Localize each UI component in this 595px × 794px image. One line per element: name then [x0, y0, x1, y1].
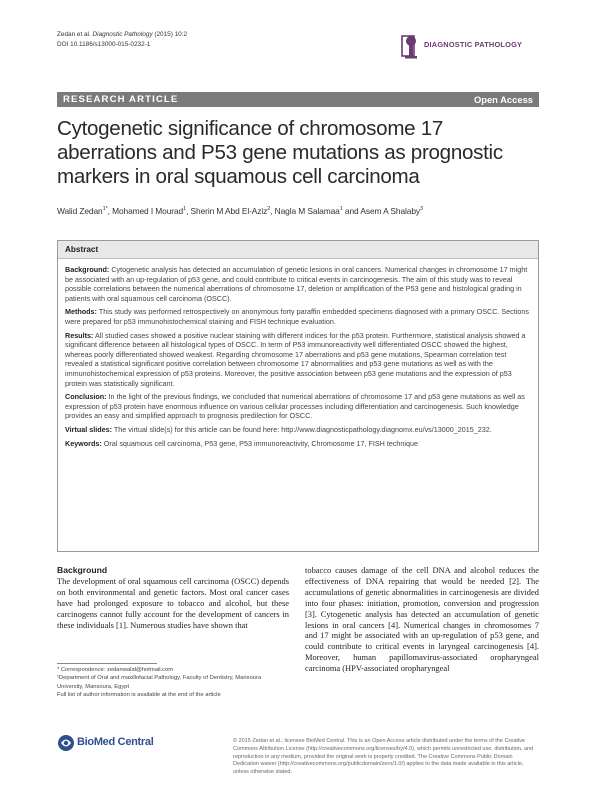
body-column-left — [57, 565, 289, 631]
footnote-divider — [57, 663, 157, 664]
abstract-heading: Abstract — [65, 245, 99, 254]
publisher-name: BioMed Central — [77, 736, 154, 748]
abstract-box — [57, 240, 539, 552]
license-text: © 2015 Zedan et al.; licensee BioMed Central. This is an Open Access article distributed under the terms of the Creative Commons Attribution License (http://creativecommons.org/licenses/by/4.0), which permits unrestricted use, distribution, and reproduction in any medium, provided the original work is properly credited. The Creative Commons Public Domain Dedication waiver (http://creativecommons.org/publicdomain/zero/1.0/) applies to the data made available in this article, unless otherwise stated. — [233, 738, 534, 776]
abstract-body — [65, 265, 533, 452]
body-column-right — [305, 565, 539, 674]
doi[interactable]: DOI 10.1186/s13000-015-0232-1 — [57, 40, 151, 48]
section-heading-background: Background — [57, 565, 108, 575]
article-type: RESEARCH ARTICLE — [63, 94, 179, 105]
body-paragraph-right: tobacco causes damage of the cell DNA and alcohol reduces the effectiveness of DNA repairing that would be needed [2]. The accumulations of genetic abnormalities in carcinogenesis are divided into four phases: initiation, promotion, conversion and progression [3]. Cytogenetic analysis has detected an accumulation of genetic lesions in oral cancers [4]. Numerical changes in chromosomes 7 and 17 might be associated with an up-regulation of p53 gene, and could contribute to critical events in laryngeal carcinogenesis [4]. Moreover, human papillomavirus-associated oropharyngeal carcinoma (HPV-associated oropharyngeal — [305, 565, 539, 674]
citation-authors: Zedan et al. — [57, 31, 91, 38]
article-title: Cytogenetic significance of chromosome 17 aberrations and P53 gene mutations as prognostic markers in oral squamous cell carcinoma — [57, 117, 503, 188]
citation-journal: Diagnostic Pathology — [92, 31, 153, 38]
author[interactable]: Walid Zedan$^{1*}$ — [57, 206, 108, 216]
publisher-logo[interactable] — [57, 734, 177, 754]
citation-volume: (2015) 10:2 — [154, 31, 188, 38]
journal-logo-icon — [400, 32, 422, 62]
correspondence[interactable]: * Correspondence: zedanwalid@hotmail.com — [57, 667, 174, 673]
citation-line — [57, 30, 187, 40]
journal-logo-text: DIAGNOSTIC PATHOLOGY — [424, 40, 523, 49]
abstract-results: Results: All studied cases showed a positive nuclear staining with different indices for the p53 protein. Furthermore, statistical analysis showed a significant difference between all histological types of OSCC. In term of P53 immunoreactivity well differentiated OSCC showed the highest, whereas poorly differentiated showed weakest. Regarding chromosome 17 aberrations and p53 gene mutations, Spearman correlation test revealed a statistical significant positive correlation between chromosome 17 abnormalities and p53 gene mutations as well as with the immunohistochemical expression of p53 proteins. Moreover, the positive association between p53 gene mutations and the expression of p53 protein was statistically significant. — [65, 330, 526, 388]
abstract-methods: Methods: This study was performed retrospectively on anonymous forty paraffin embedded specimens diagnosed with a primary OSCC. Sections were prepared for p53 immunohistochemical staining and FISH technique evaluation. — [65, 307, 529, 326]
body-paragraph-left: The development of oral squamous cell carcinoma (OSCC) depends on both environmental and genetic factors. Most oral cancer cases have had prolonged exposure to tobacco and alcohol, but these carcinogens cannot fully account for the development of cancers in these individuals [1]. Numerous studies have shown that — [57, 576, 289, 630]
abstract-conclusion: Conclusion: In the light of the previous findings, we concluded that numerical aberrations of chromosome 17 and p53 gene mutations as well as expression of p53 protein have enormous influence on various cellular processes including differentiation and carcinogenesis. Such knowledge provides an easy and simplified approach to prognosis predilection for OSCC. — [65, 392, 525, 421]
author[interactable]: Sherin M Abd El-Aziz$^2$ — [190, 206, 271, 216]
journal-logo[interactable] — [400, 32, 550, 62]
article-type-banner — [57, 92, 539, 107]
biomed-central-icon — [57, 734, 75, 752]
citation-block — [57, 30, 187, 49]
open-access-label: Open Access — [473, 94, 533, 105]
abstract-background: Background: Cytogenetic analysis has detected an accumulation of genetic lesions in oral cancers. Numerical changes in chromosome 17 might be associated with an up-regulation of p53 gene, and could contribute to critical events in carcinogenesis. The aim of this study was to reveal possible correlations between the numerical aberrations of chromosome 17, deletion or amplification of the P53 gene and histological grading in patients with oral squamous cell carcinoma (OSCC). — [65, 265, 528, 303]
author-info-note: Full list of author information is available at the end of the article — [57, 691, 221, 698]
abstract-keywords: Keywords: Oral squamous cell carcinoma, P53 gene, P53 immunoreactivity, Chromosome 17, FISH technique — [65, 438, 419, 448]
author[interactable]: Mohamed I Mourad$^1$ — [112, 206, 187, 216]
abstract-virtual-slides[interactable]: Virtual slides: The virtual slide(s) for this article can be found here: http://www.diagnosticpathology.diagnomx.eu/vs/13000_2015_232. — [65, 424, 492, 434]
author-list: Walid Zedan$^{1*}$, Mohamed I Mourad$^1$, Sherin M Abd El-Aziz$^2$, Nagla M Salamaa$^1$ and Asem A Shalaby$^3$ — [57, 206, 423, 216]
abstract-header — [58, 241, 538, 259]
affiliation: ¹Department of Oral and maxillofacial Pathology, Faculty of Dentistry, Mansoura University, Mansoura, Egypt — [57, 675, 262, 690]
footnotes — [57, 666, 289, 699]
author[interactable]: Asem A Shalaby$^3$ — [360, 206, 423, 216]
author[interactable]: Nagla M Salamaa$^1$ — [274, 206, 343, 216]
